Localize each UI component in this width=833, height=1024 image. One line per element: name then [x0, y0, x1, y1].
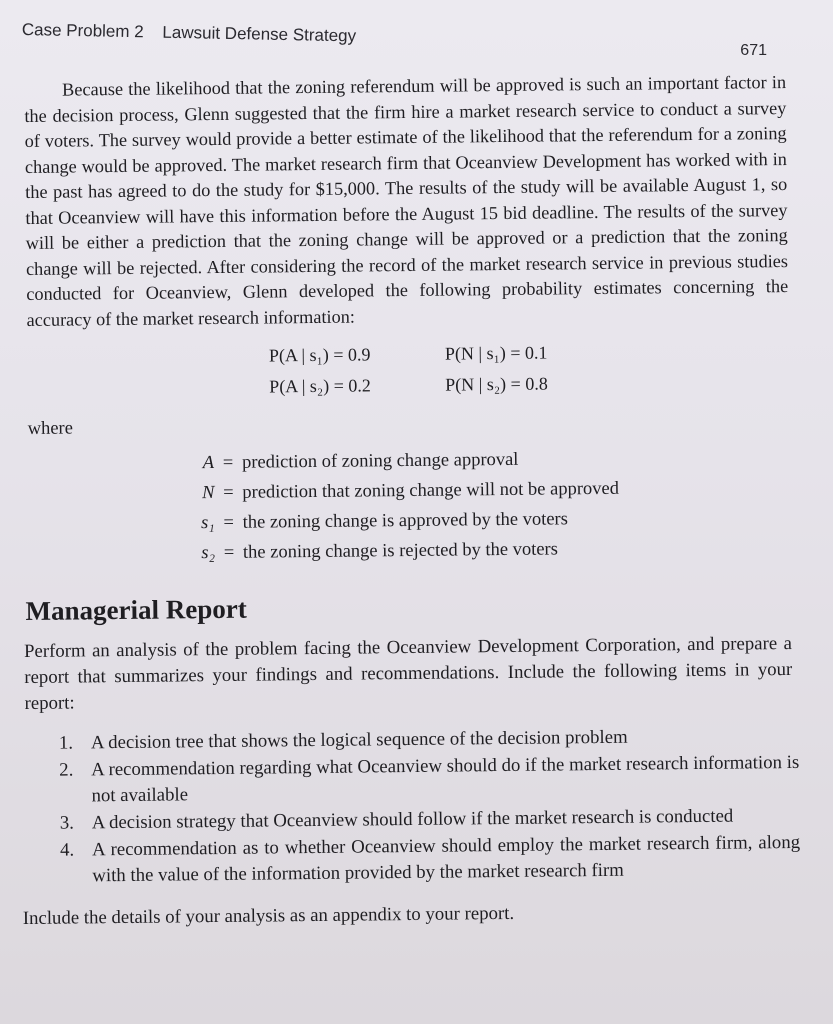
where-label: where	[27, 418, 73, 439]
definition-symbol: N	[201, 483, 215, 504]
definition-symbol: s₁	[200, 513, 215, 534]
probability-value: P(A | s₁) = 0.9	[268, 344, 371, 366]
definition-text: prediction that zoning change will not be approved	[242, 478, 620, 503]
equals-sign: =	[223, 482, 234, 503]
list-item	[60, 830, 801, 890]
definition-row	[179, 532, 791, 568]
item-text: A decision strategy that Oceanview should follow if the market research is conducted	[91, 805, 734, 834]
probability-value: P(N | s₁) = 0.1	[444, 342, 548, 364]
case-title: Lawsuit Defense Strategy	[162, 22, 357, 46]
probability-value: P(N | s₂) = 0.8	[445, 373, 548, 395]
item-text: A recommendation regarding what Oceanview should do if the market research information is not available	[91, 751, 800, 807]
equals-sign: =	[223, 542, 235, 563]
case-label: Case Problem 2	[21, 20, 144, 42]
running-head	[22, 20, 357, 46]
intro-paragraph: Because the likelihood that the zoning referendum will be approved is such an important factor in the decision process, Glenn suggested that the firm hire a market research service to conduct a survey of voters. The survey would provide a better estimate of the likelihood that the referendum for a zoning change would be approved. The market research firm that Oceanview Development has worked with in the past has agreed to do the study for $15,000. The results of the study will be available August 1, so that Oceanview will have this information before the August 15 bid deadline. The results of the survey will be either a prediction that the zoning change will be approved or a prediction that the zoning change will be rejected. After considering the record of the market research service in previous studies conducted for Oceanview, Glenn developed the following probability estimates concerning the accuracy of the market research information:	[24, 72, 789, 330]
report-items-list	[59, 723, 801, 890]
definition-text: the zoning change is rejected by the voters	[242, 539, 558, 563]
item-number: 2.	[59, 759, 74, 781]
definition-symbol: s₂	[201, 543, 216, 564]
item-text: A decision tree that shows the logical sequence of the decision problem	[90, 726, 628, 754]
definition-text: prediction of zoning change approval	[241, 449, 519, 473]
item-number: 4.	[59, 839, 75, 861]
report-intro: Perform an analysis of the problem facing the Oceanview Development Corporation, and prepare a report that summarizes your findings and recommendations. Include the following items in your report:	[23, 632, 793, 715]
equals-sign: =	[222, 452, 234, 473]
definition-symbol: A	[202, 453, 215, 474]
probability-row	[269, 366, 789, 402]
page-number: 671	[740, 42, 767, 59]
item-text: A recommendation as to whether Oceanview should employ the market research firm, along with the value of the information provided by the market research firm	[91, 831, 801, 887]
definitions-list	[178, 442, 791, 568]
section-title: Managerial Report	[25, 593, 247, 627]
item-number: 1.	[58, 732, 74, 754]
item-number: 3.	[59, 812, 75, 834]
probability-value: P(A | s₂) = 0.2	[269, 375, 371, 397]
definition-text: the zoning change is approved by the voters	[242, 509, 568, 533]
closing-sentence: Include the details of your analysis as an appendix to your report.	[22, 902, 515, 930]
equals-sign: =	[223, 512, 234, 533]
page-body	[22, 70, 801, 930]
list-item	[59, 750, 800, 810]
probability-table	[269, 335, 790, 402]
